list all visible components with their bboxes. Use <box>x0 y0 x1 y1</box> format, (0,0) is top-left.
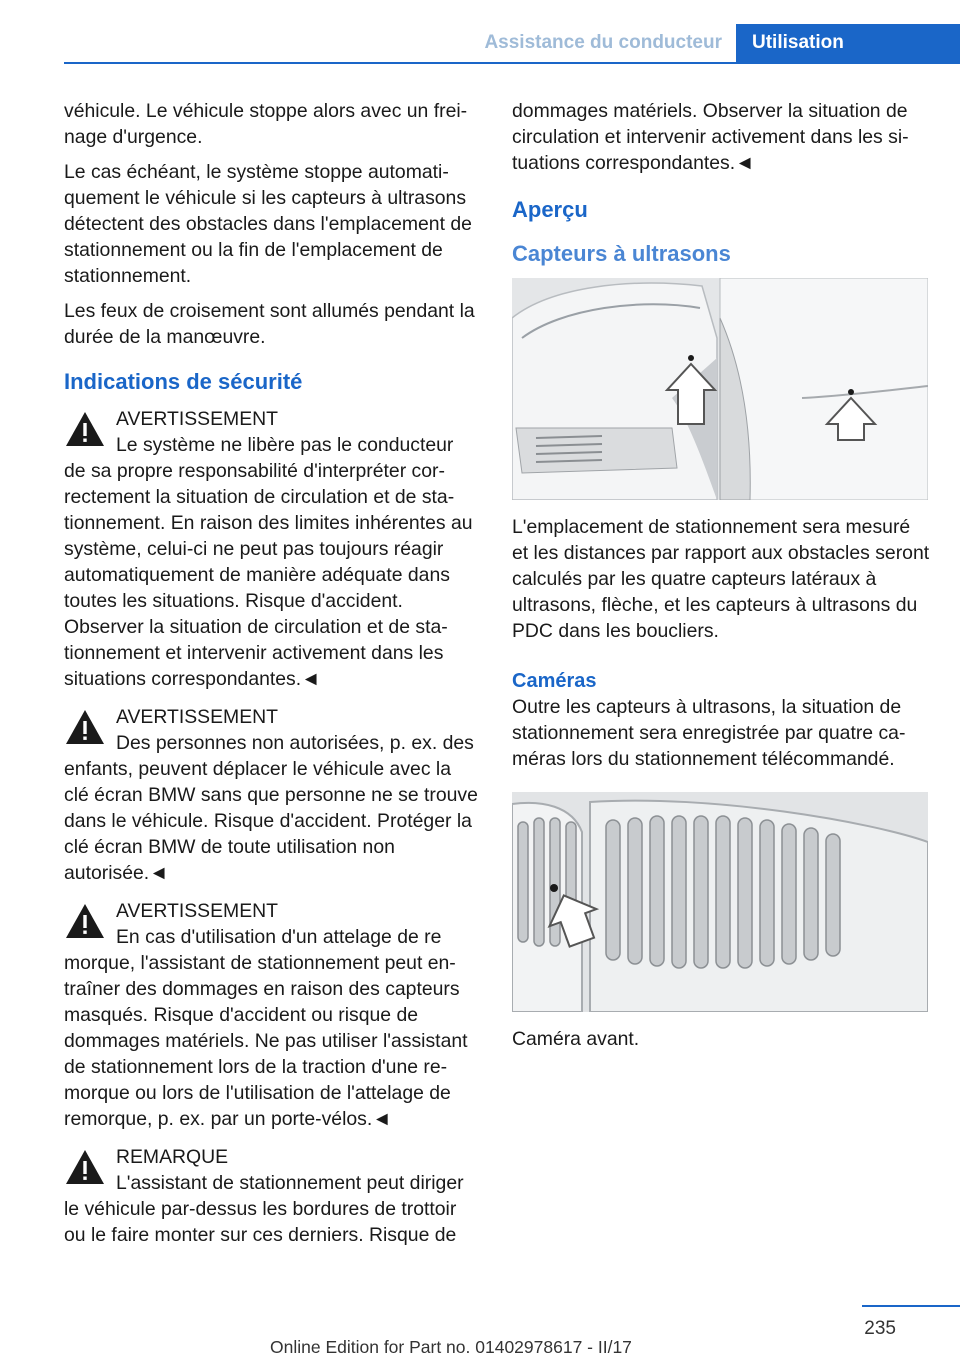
left-column <box>64 98 480 1260</box>
header-chapter-tab: Utilisation <box>736 24 960 62</box>
warning-triangle-icon <box>64 410 106 448</box>
warning-block <box>64 704 480 886</box>
header-rule <box>64 62 960 64</box>
warning-first-line: En cas d'utilisation d'un attelage de re <box>116 926 442 948</box>
right-column <box>512 98 930 1061</box>
ultrasonic-sensors-illustration <box>512 278 928 500</box>
cameras-heading: Caméras <box>512 670 597 692</box>
cameras-description: Outre les capteurs à ultrasons, la situation de stationnement sera enregistrée par quatre caméras lors du stationnement télécommandé. <box>512 696 906 770</box>
paragraph: Le cas échéant, le système stoppe automatiquement le véhicule si les capteurs à ultrasons détectent des obstacles dans l'emplacement de stationnement ou la fin de l'emplacement de stationnement. <box>64 161 472 287</box>
notice-triangle-icon <box>64 1148 106 1186</box>
warning-triangle-icon <box>64 708 106 746</box>
notice-label: REMARQUE <box>116 1146 229 1168</box>
sensors-description: L'emplacement de stationnement sera mesuré et les distances par rapport aux obstacles seront calculés par les quatre capteurs latéraux à ultrasons, flèche, et les capteurs à ultrasons du PDC dans les boucliers. <box>512 516 930 642</box>
warning-label: AVERTISSEMENT <box>116 900 278 922</box>
warning-text: de sa propre responsabilité d'interpréter correctement la situation de circulation et de stationnement. En raison des limites inhérentes au système, celui-ci ne peut pas toujours réagir automatiquement de manière adéquate dans toutes les situations. Risque d'accident. Observer la situation de circulation et de stationnement et intervenir activement dans les situations correspondantes.◄ <box>64 460 473 690</box>
warning-block <box>64 898 480 1132</box>
notice-text: le véhicule par-dessus les bordures de trottoir ou le faire monter sur ces derniers. Risque de <box>64 1198 457 1246</box>
notice-first-line: L'assistant de stationnement peut diriger <box>116 1172 464 1194</box>
warning-text: enfants, peuvent déplacer le véhicule avec la clé écran BMW sans que personne ne se trouve dans le véhicule. Risque d'accident. Protéger la clé écran BMW de toute utilisation non autorisée.◄ <box>64 758 478 884</box>
safety-heading: Indications de sécurité <box>64 369 303 394</box>
edition-footer: Online Edition for Part no. 01402978617 - II/17 <box>270 1337 632 1357</box>
front-camera-illustration <box>512 792 928 1012</box>
warning-first-line: Le système ne libère pas le conducteur <box>116 434 454 456</box>
warning-triangle-icon <box>64 902 106 940</box>
warning-label: AVERTISSEMENT <box>116 706 278 728</box>
header-section-title: Assistance du conducteur <box>484 32 722 53</box>
overview-heading: Aperçu <box>512 197 588 222</box>
paragraph: Les feux de croisement sont allumés pendant la durée de la manœuvre. <box>64 300 475 348</box>
camera-caption: Caméra avant. <box>512 1028 640 1050</box>
paragraph: véhicule. Le véhicule stoppe alors avec un freinage d'urgence. <box>64 100 468 148</box>
sensors-heading: Capteurs à ultrasons <box>512 241 731 266</box>
warning-text: morque, l'assistant de stationnement peut entraîner des dommages en raison des capteurs masqués. Risque d'accident ou risque de dommages matériels. Ne pas utiliser l'assistant de stationnement lors de la traction d'une remorque ou lors de l'utilisation de l'attelage de remorque, p. ex. par un porte-vélos.◄ <box>64 952 468 1130</box>
footer-rule <box>862 1305 960 1307</box>
warning-first-line: Des personnes non autorisées, p. ex. des <box>116 732 474 754</box>
warning-block <box>64 406 480 692</box>
notice-block <box>64 1144 480 1248</box>
paragraph: dommages matériels. Observer la situation de circulation et intervenir activement dans les situations correspondantes.◄ <box>512 100 909 174</box>
warning-label: AVERTISSEMENT <box>116 408 278 430</box>
page-number: 235 <box>864 1318 896 1339</box>
